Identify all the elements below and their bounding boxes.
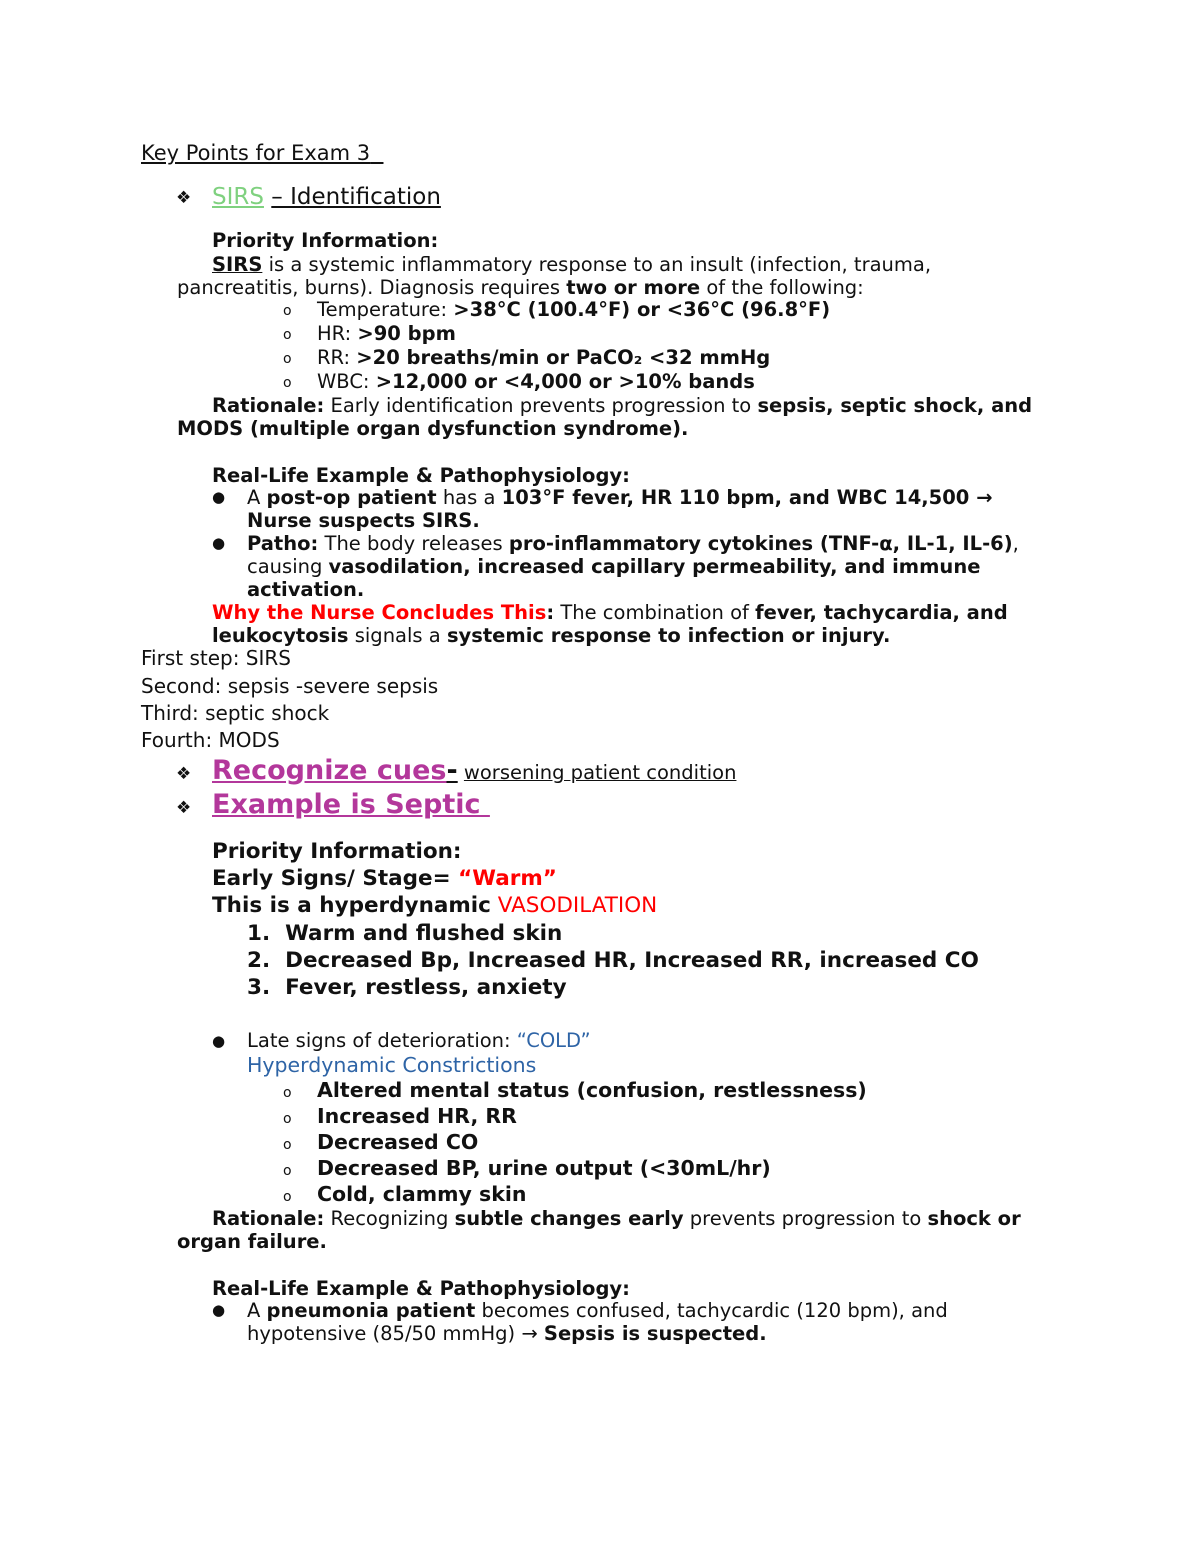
- sirs-patho-line1: Patho: The body releases pro-inflammatory cytokines (TNF-α, IL-1, IL-6),: [247, 532, 1019, 555]
- sirs-patho-line3: activation.: [247, 578, 365, 601]
- sirs-heading: [212, 186, 441, 209]
- septic-reallife-label: Real-Life Example & Pathophysiology:: [212, 1277, 630, 1300]
- septic-example-line2: hypotensive (85/50 mmHg) → Sepsis is suspected.: [247, 1322, 767, 1345]
- criteria-item: Temperature: >38°C (100.4°F) or <36°C (96.8°F): [317, 298, 831, 321]
- bullet-icon: ●: [212, 488, 226, 506]
- late-sign-item: Altered mental status (confusion, restlessness): [317, 1078, 867, 1102]
- criteria-item: WBC: >12,000 or <4,000 or >10% bands: [317, 370, 755, 393]
- circle-bullet-icon: o: [283, 1111, 292, 1127]
- step-line: First step: SIRS: [141, 646, 291, 670]
- step-line: Fourth: MODS: [141, 728, 280, 752]
- sirs-rationale-line2: MODS (multiple organ dysfunction syndrome).: [177, 417, 689, 440]
- late-sign-item: Decreased BP, urine output (<30mL/hr): [317, 1156, 771, 1180]
- diamond-bullet-icon: ❖: [176, 764, 192, 784]
- sirs-example-line1: A post-op patient has a 103°F fever, HR 110 bpm, and WBC 14,500 →: [247, 486, 993, 509]
- early-sign-item: 1. Warm and flushed skin: [247, 921, 563, 946]
- early-sign-item: 3. Fever, restless, anxiety: [247, 975, 567, 1000]
- bullet-icon: ●: [212, 1301, 226, 1319]
- sirs-rationale-line1: Rationale: Early identification prevents progression to sepsis, septic shock, and: [212, 394, 1033, 417]
- step-line: Second: sepsis -severe sepsis: [141, 674, 439, 698]
- circle-bullet-icon: o: [283, 1137, 292, 1153]
- late-signs-label: Late signs of deterioration: “COLD”: [247, 1029, 591, 1052]
- circle-bullet-icon: o: [283, 303, 292, 319]
- late-sign-item: Cold, clammy skin: [317, 1182, 527, 1206]
- recognize-heading: Recognize cues- worsening patient condition: [212, 755, 737, 786]
- circle-bullet-icon: o: [283, 375, 292, 391]
- bullet-icon: ●: [212, 1032, 226, 1050]
- circle-bullet-icon: o: [283, 1163, 292, 1179]
- septic-hyper-line: This is a hyperdynamic VASODILATION: [212, 893, 658, 918]
- sirs-reallife-label: Real-Life Example & Pathophysiology:: [212, 464, 630, 487]
- sirs-heading-rest: – Identification: [271, 184, 441, 210]
- septic-example-line1: A pneumonia patient becomes confused, tachycardic (120 bpm), and: [247, 1299, 948, 1322]
- step-line: Third: septic shock: [141, 701, 330, 725]
- circle-bullet-icon: o: [283, 1189, 292, 1205]
- sirs-definition-line2: pancreatitis, burns). Diagnosis requires two or more of the following:: [177, 276, 864, 299]
- bullet-icon: ●: [212, 534, 226, 552]
- early-sign-item: 2. Decreased Bp, Increased HR, Increased RR, increased CO: [247, 948, 979, 973]
- septic-rationale-line1: Rationale: Recognizing subtle changes early prevents progression to shock or: [212, 1207, 1021, 1230]
- circle-bullet-icon: o: [283, 1085, 292, 1101]
- sirs-why-line1: Why the Nurse Concludes This: The combination of fever, tachycardia, and: [212, 601, 1008, 624]
- septic-heading: Example is Septic: [212, 789, 481, 820]
- septic-rationale-line2: organ failure.: [177, 1230, 327, 1253]
- criteria-item: RR: >20 breaths/min or PaCO₂ <32 mmHg: [317, 346, 771, 369]
- late-signs-sub: Hyperdynamic Constrictions: [247, 1053, 537, 1077]
- septic-priority-label: Priority Information:: [212, 839, 462, 864]
- circle-bullet-icon: o: [283, 351, 292, 367]
- sirs-example-line2: Nurse suspects SIRS.: [247, 509, 480, 532]
- sirs-why-line2: leukocytosis signals a systemic response to infection or injury.: [212, 624, 891, 647]
- sirs-heading-term: SIRS: [212, 184, 264, 210]
- diamond-bullet-icon: ❖: [176, 798, 192, 818]
- page-title: Key Points for Exam 3: [141, 141, 371, 165]
- sirs-definition-line1: SIRS is a systemic inflammatory response to an insult (infection, trauma,: [212, 253, 932, 276]
- sirs-priority-label: Priority Information:: [212, 229, 439, 252]
- diamond-bullet-icon: ❖: [176, 188, 192, 208]
- late-sign-item: Increased HR, RR: [317, 1104, 517, 1128]
- sirs-patho-line2: causing vasodilation, increased capillary permeability, and immune: [247, 555, 981, 578]
- circle-bullet-icon: o: [283, 327, 292, 343]
- criteria-item: HR: >90 bpm: [317, 322, 456, 345]
- septic-early-label: Early Signs/ Stage= “Warm”: [212, 866, 557, 891]
- late-sign-item: Decreased CO: [317, 1130, 479, 1154]
